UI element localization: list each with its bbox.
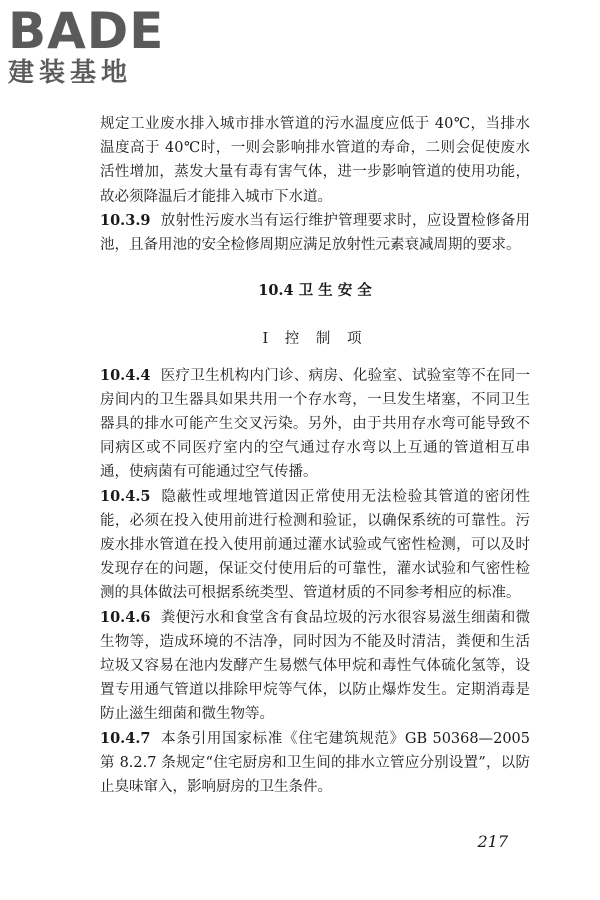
logo [8, 2, 178, 88]
paragraph-text: 本条引用国家标准《住宅建筑规范》GB 50368—2005 第 8.2.7 条规定“住宅厨房和卫生间的排水立管应分别设置”，以防止臭味窜入，影响厨房的卫生条件。 [100, 730, 530, 796]
bottom-paragraphs [100, 364, 530, 800]
clause-number: 10.4.4 [100, 366, 151, 384]
logo-wordmark: BADE [8, 2, 165, 60]
section-title: 10.4 卫 生 安 全 [258, 282, 372, 300]
clause-number: 10.4.5 [100, 487, 151, 505]
sub-title: Ⅰ 控 制 项 [262, 331, 368, 348]
page-number: 217 [477, 832, 508, 851]
paragraph [100, 209, 530, 257]
document-body [100, 112, 530, 799]
clause-number: 10.4.7 [100, 729, 151, 747]
paragraph-text: 医疗卫生机构内门诊、病房、化验室、试验室等不在同一房间内的卫生器具如果共用一个存水弯，一旦发生堵塞，不同卫生器具的排水可能产生交叉污染。另外，由于共用存水弯可能导致不同病区或不同医疗室内的空气通过存水弯以上互通的管道相互串通，使病菌有可能通过空气传播。 [100, 367, 530, 481]
paragraph [100, 485, 530, 606]
paragraph-text: 隐蔽性或埋地管道因正常使用无法检验其管道的密闭性能，必须在投入使用前进行检测和验证，以确保系统的可靠性。污废水排水管道在投入使用前通过灌水试验或气密性检测，可以及时发现存在的问题，保证交付使用后的可靠性，灌水试验和气密性检测的具体做法可根据系统类型、管道材质的不同参考相应的标准。 [100, 488, 530, 602]
paragraph-text: 规定工业废水排入城市排水管道的污水温度应低于 40℃，当排水温度高于 40℃时，一则会影响排水管道的寿命，二则会促使废水活性增加，蒸发大量有毒有害气体，进一步影响管道的使用功能，故必须降温后才能排入城市下水道。 [100, 116, 530, 205]
top-paragraphs [100, 112, 530, 257]
paragraph [100, 606, 530, 727]
paragraph [100, 112, 530, 209]
clause-number: 10.3.9 [100, 211, 151, 229]
logo-subtext: 建装基地 [8, 58, 133, 88]
paragraph [100, 364, 530, 485]
clause-number: 10.4.6 [100, 608, 151, 626]
paragraph-text: 放射性污废水当有运行维护管理要求时，应设置检修备用池，且备用池的安全检修周期应满足放射性元素衰减周期的要求。 [100, 212, 530, 254]
paragraph [100, 727, 530, 800]
paragraph-text: 粪便污水和食堂含有食品垃圾的污水很容易滋生细菌和微生物等，造成环境的不洁净，同时因为不能及时清洁，粪便和生活垃圾又容易在池内发酵产生易燃气体甲烷和毒性气体硫化氢等，设置专用通气管道以排除甲烷等气体，以防止爆炸发生。定期消毒是防止滋生细菌和微生物等。 [100, 609, 530, 723]
